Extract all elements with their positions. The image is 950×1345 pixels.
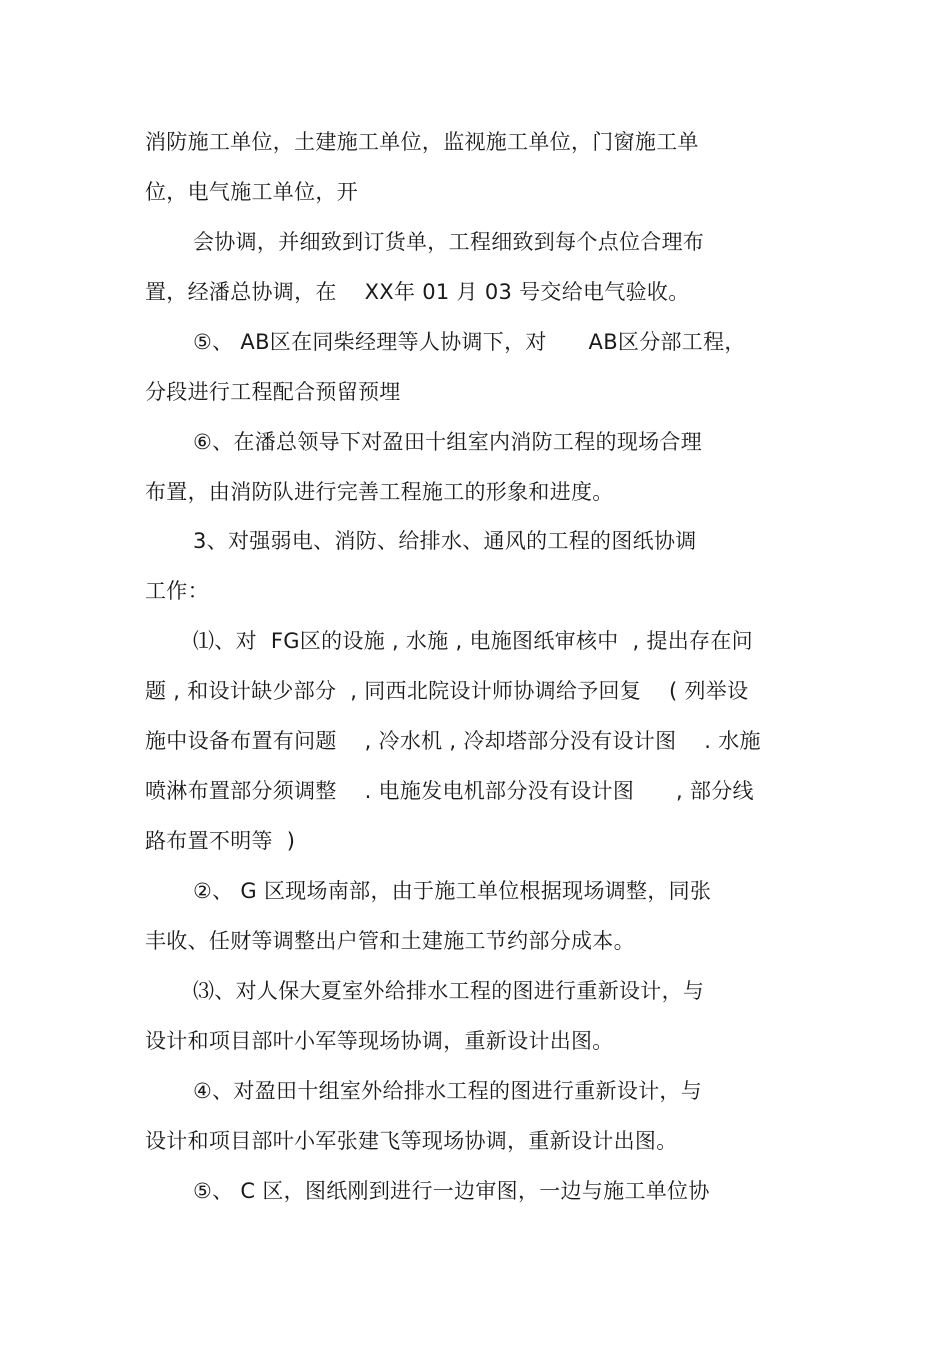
text-line: 工作： <box>145 579 209 603</box>
text-line: 设计和项目部叶小军张建飞等现场协调，重新设计出图。 <box>145 1129 678 1153</box>
text-line: 会协调，并细致到订货单，工程细致到每个点位合理布 <box>193 230 705 254</box>
text-line: 3、对强弱电、消防、给排水、通风的工程的图纸协调 <box>193 529 697 553</box>
text-line: 位，电气施工单位，开 <box>145 180 358 204</box>
text-line: 置，经潘总协调，在 XX年 01 月 03 号交给电气验收。 <box>145 280 690 304</box>
text-line: 设计和项目部叶小军等现场协调，重新设计出图。 <box>145 1029 614 1053</box>
text-line: ④、对盈田十组室外给排水工程的图进行重新设计，与 <box>193 1079 703 1103</box>
text-line: 布置，由消防队进行完善工程施工的形象和进度。 <box>145 480 614 504</box>
text-line: ⑶、对人保大夏室外给排水工程的图进行重新设计，与 <box>193 979 705 1003</box>
text-line: 路布置不明等 ) <box>145 829 296 853</box>
text-line: 分段进行工程配合预留预埋 <box>145 380 401 404</box>
text-line: ⑤、 C 区，图纸刚到进行一边审图，一边与施工单位协 <box>193 1179 710 1203</box>
text-line: ⑥、在潘总领导下对盈田十组室内消防工程的现场合理 <box>193 430 703 454</box>
text-line: 题 , 和设计缺少部分 , 同西北院设计师协调给予回复 ( 列举设 <box>145 679 749 703</box>
text-line: 丰收、任财等调整出户管和土建施工节约部分成本。 <box>145 929 635 953</box>
text-line: 施中设备布置有问题 , 冷水机 , 冷却塔部分没有设计图 . 水施 <box>145 729 761 753</box>
text-line: 消防施工单位，土建施工单位，监视施工单位，门窗施工单 <box>145 130 699 154</box>
text-line: 喷淋布置部分须调整 . 电施发电机部分没有设计图 , 部分线 <box>145 779 754 803</box>
text-line: ⑤、 AB区在同柴经理等人协调下，对 AB区分部工程， <box>193 330 746 354</box>
text-line: ⑴、对 FG区的设施 , 水施 , 电施图纸审核中 , 提出存在问 <box>193 629 753 653</box>
text-line: ②、 G 区现场南部，由于施工单位根据现场调整，同张 <box>193 879 712 903</box>
